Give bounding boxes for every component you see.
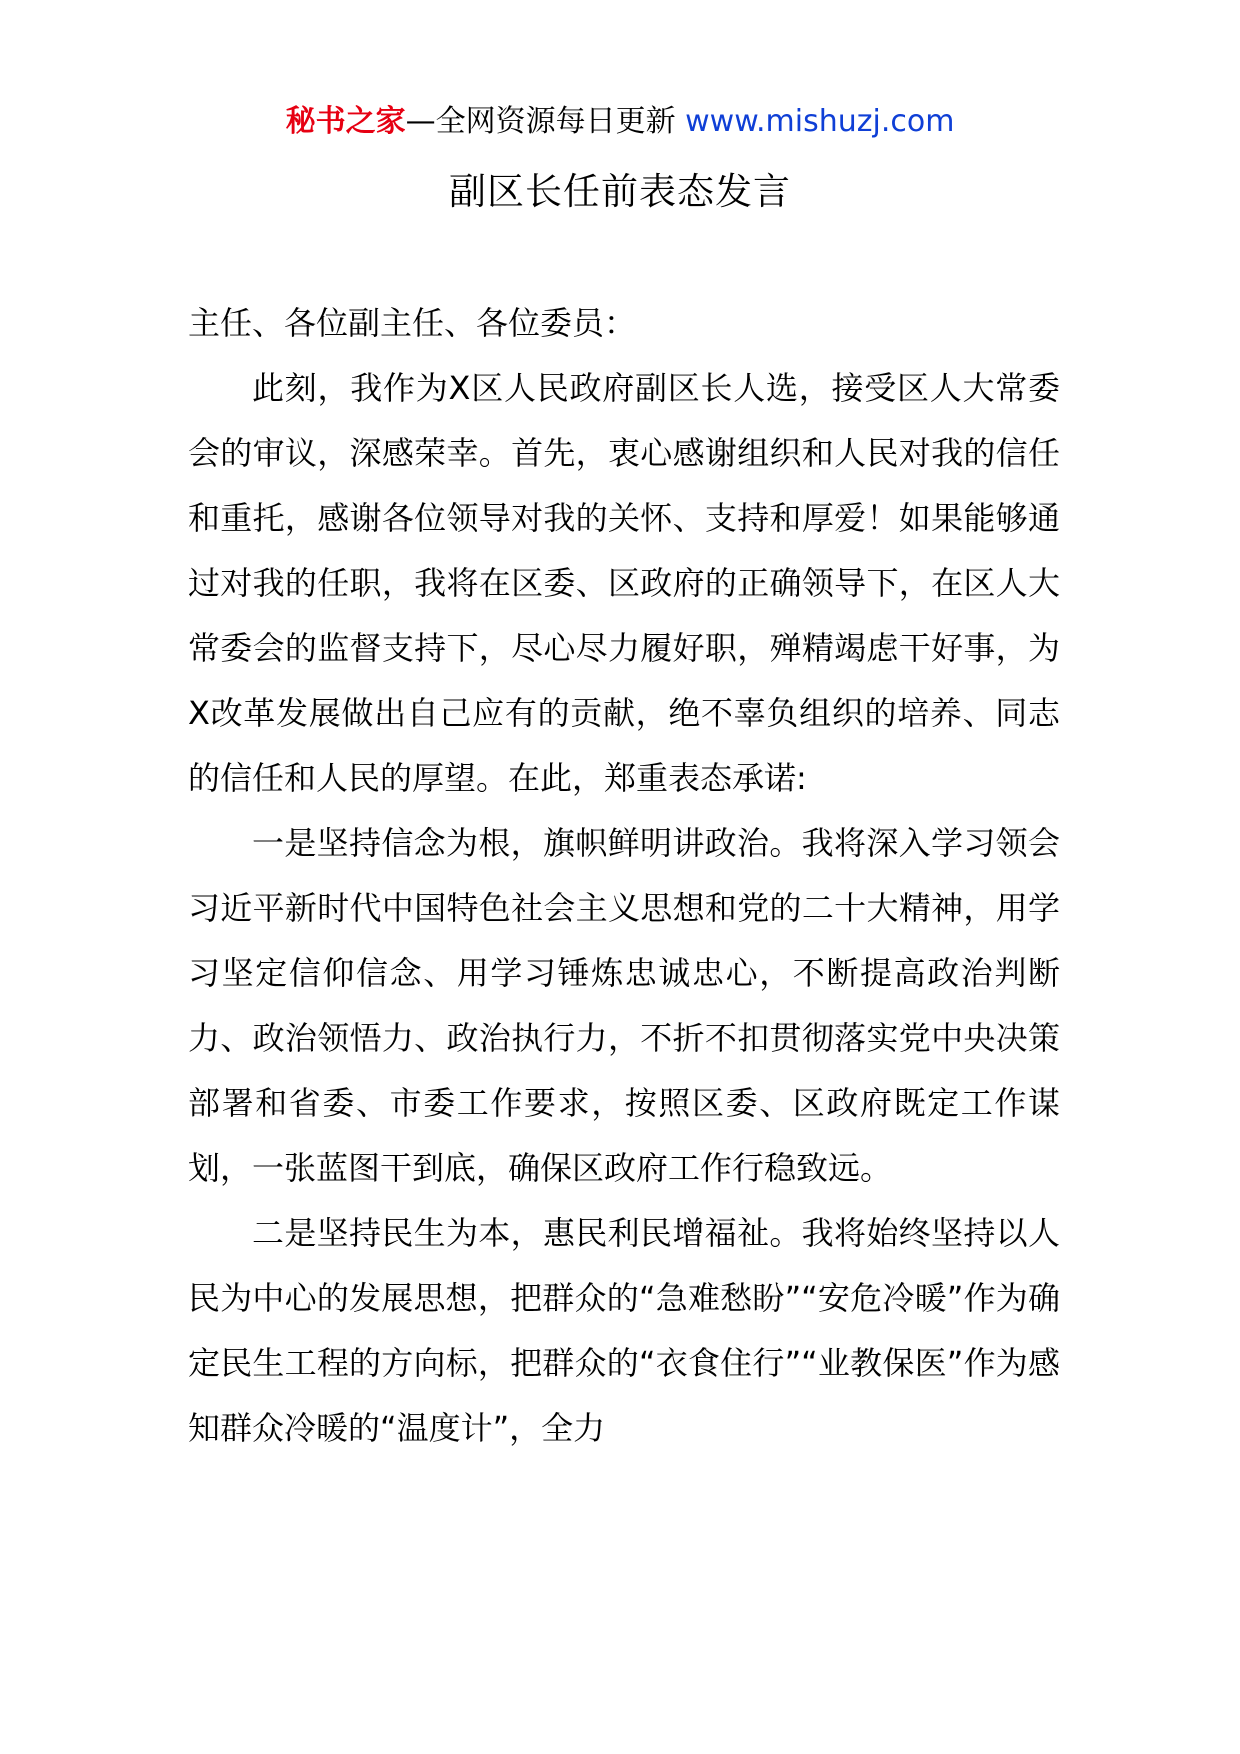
paragraph-lead: 二是坚持民生为本，惠民利民增福祉。: [252, 1214, 802, 1252]
site-header: [0, 100, 1240, 144]
paragraph-text: 我将始终坚持以人民为中心的发展思想，把群众的“急难愁盼”“安危冷暖”作为确定民生工程的方向标，把群众的“衣食住行”“业教保医”作为感知群众冷暖的“温度计”，全力: [188, 1214, 1060, 1447]
paragraph-lead: 一是坚持信念为根，旗帜鲜明讲政治。: [252, 824, 802, 862]
document-title: 副区长任前表态发言: [449, 170, 791, 213]
paragraph-point-two: [188, 1201, 1060, 1461]
site-brand: 秘书之家: [285, 104, 406, 139]
document-body: [188, 291, 1060, 1461]
paragraph-text: 此刻，我作为X区人民政府副区长人选，接受区人大常委会的审议，深感荣幸。首先，衷心感谢组织和人民对我的信任和重托，感谢各位领导对我的关怀、支持和厚爱！如果能够通过对我的任职，我将在区委、区政府的正确领导下，在区人大常委会的监督支持下，尽心尽力履好职，殚精竭虑干好事，为X改革发展做出自己应有的贡献，绝不辜负组织的培养、同志的信任和人民的厚望。在此，郑重表态承诺:: [188, 369, 1060, 797]
site-tagline: —全网资源每日更新: [405, 104, 686, 139]
paragraph-point-one: [188, 811, 1060, 1201]
site-url-link[interactable]: www.mishuzj.com: [685, 104, 955, 139]
paragraph-intro: [188, 356, 1060, 811]
salutation: 主任、各位副主任、各位委员：: [188, 304, 637, 342]
paragraph-text: 我将深入学习领会习近平新时代中国特色社会主义思想和党的二十大精神，用学习坚定信仰信念、用学习锤炼忠诚忠心，不断提高政治判断力、政治领悟力、政治执行力，不折不扣贯彻落实党中央决策部署和省委、市委工作要求，按照区委、区政府既定工作谋划，一张蓝图干到底，确保区政府工作行稳致远。: [188, 824, 1060, 1187]
